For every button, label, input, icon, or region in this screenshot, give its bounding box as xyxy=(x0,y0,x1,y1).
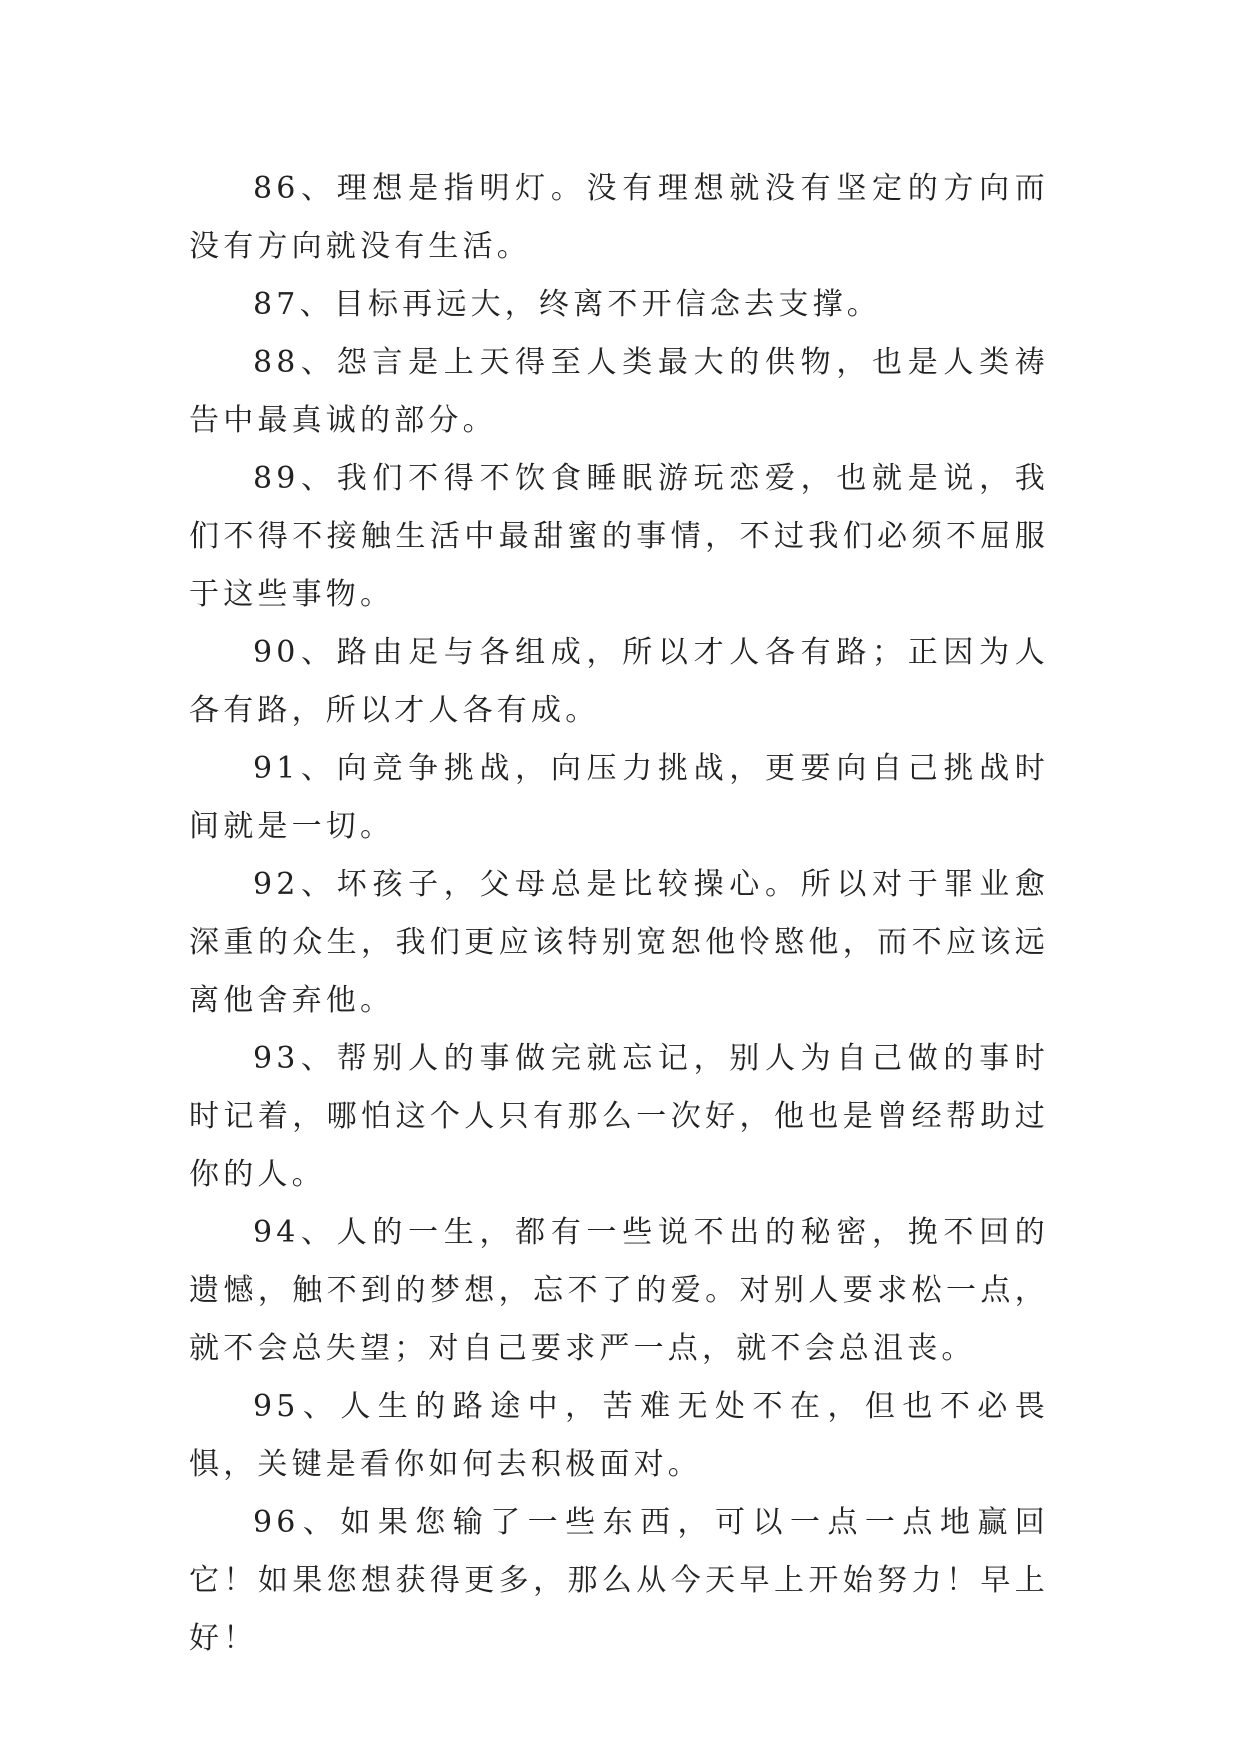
paragraph-86: 86、理想是指明灯。没有理想就没有坚定的方向而没有方向就没有生活。 xyxy=(189,171,1049,264)
paragraph-95: 95、人生的路途中，苦难无处不在，但也不必畏惧，关键是看你如何去积极面对。 xyxy=(189,1389,1049,1482)
paragraph-96: 96、如果您输了一些东西，可以一点一点地赢回它！如果您想获得更多，那么从今天早上开始努力！早上好！ xyxy=(189,1505,1049,1656)
paragraph-91: 91、向竞争挑战，向压力挑战，更要向自己挑战时间就是一切。 xyxy=(189,751,1049,844)
paragraph-93: 93、帮别人的事做完就忘记，别人为自己做的事时时记着，哪怕这个人只有那么一次好，他也是曾经帮助过你的人。 xyxy=(189,1041,1049,1192)
paragraph-94: 94、人的一生，都有一些说不出的秘密，挽不回的遗憾，触不到的梦想，忘不了的爱。对别人要求松一点，就不会总失望；对自己要求严一点，就不会总沮丧。 xyxy=(189,1215,1049,1366)
paragraph-90: 90、路由足与各组成，所以才人各有路；正因为人各有路，所以才人各有成。 xyxy=(189,635,1049,728)
paragraph-87: 87、目标再远大，终离不开信念去支撑。 xyxy=(253,287,881,322)
paragraph-92: 92、坏孩子，父母总是比较操心。所以对于罪业愈深重的众生，我们更应该特别宽恕他怜愍他，而不应该远离他舍弃他。 xyxy=(189,867,1049,1018)
paragraph-88: 88、怨言是上天得至人类最大的供物，也是人类祷告中最真诚的部分。 xyxy=(189,345,1049,438)
paragraph-89: 89、我们不得不饮食睡眠游玩恋爱，也就是说，我们不得不接触生活中最甜蜜的事情，不过我们必须不屈服于这些事物。 xyxy=(189,461,1049,612)
document-body xyxy=(189,160,1049,1668)
